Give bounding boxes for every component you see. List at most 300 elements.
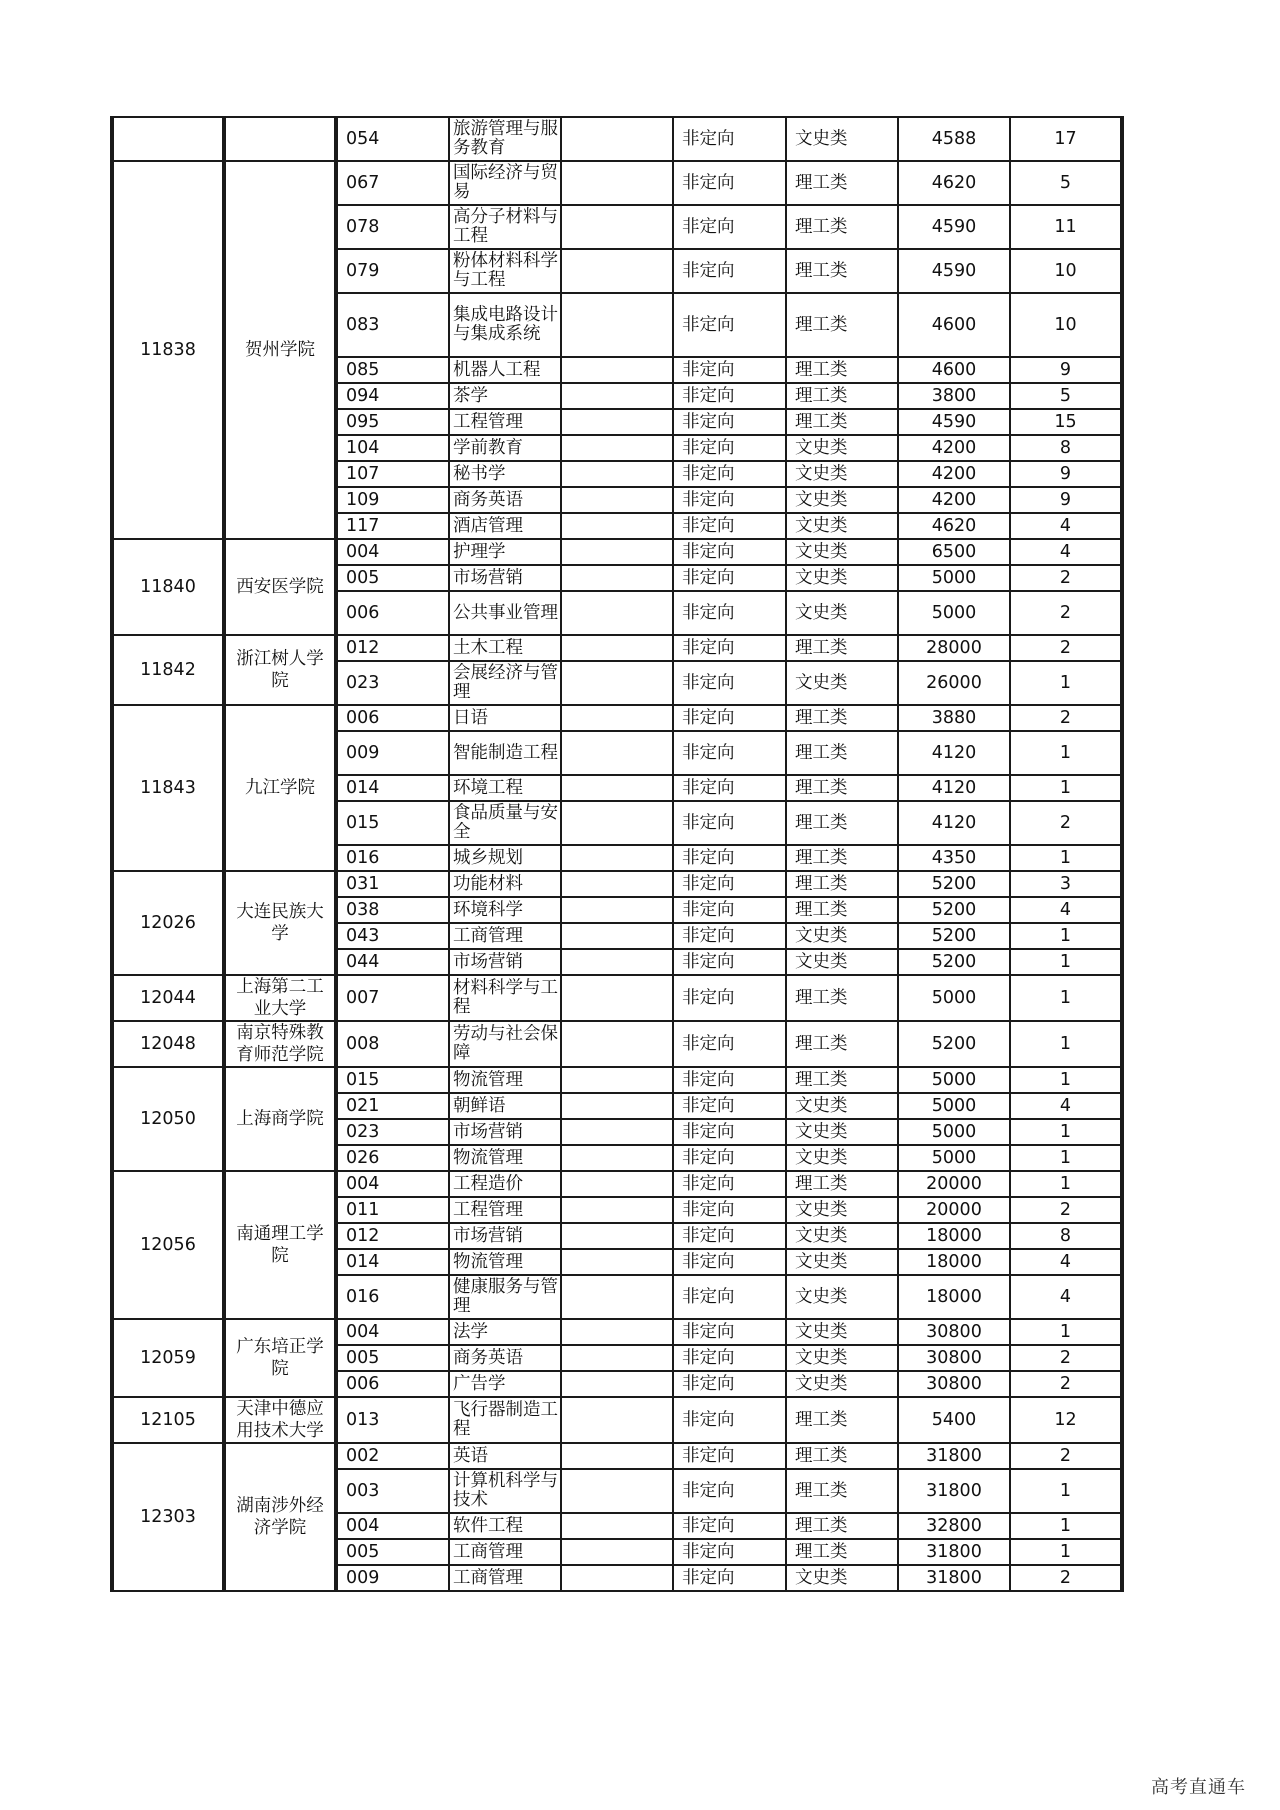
major-name-cell: 食品质量与安全 <box>449 801 561 845</box>
major-name-cell: 英语 <box>449 1443 561 1469</box>
major-code-cell: 009 <box>336 1565 449 1591</box>
direction-cell: 非定向 <box>673 513 786 539</box>
major-name-cell: 工程管理 <box>449 409 561 435</box>
table-row <box>112 1021 1122 1067</box>
school-code-cell: 11840 <box>112 539 224 635</box>
major-code-cell: 004 <box>336 1319 449 1345</box>
direction-cell: 非定向 <box>673 487 786 513</box>
direction-cell: 非定向 <box>673 357 786 383</box>
category-cell: 文史类 <box>786 1145 898 1171</box>
school-code-cell: 12026 <box>112 871 224 975</box>
major-name-cell: 国际经济与贸易 <box>449 161 561 205</box>
school-name-cell <box>224 117 336 161</box>
category-cell: 理工类 <box>786 205 898 249</box>
direction-cell: 非定向 <box>673 1119 786 1145</box>
quota-cell: 4 <box>1010 1093 1122 1119</box>
major-code-cell: 006 <box>336 705 449 731</box>
category-cell: 文史类 <box>786 661 898 705</box>
direction-cell: 非定向 <box>673 591 786 635</box>
school-code-cell: 12303 <box>112 1443 224 1591</box>
category-cell: 文史类 <box>786 1223 898 1249</box>
school-name-cell: 南京特殊教育师范学院 <box>224 1021 336 1067</box>
blank-cell <box>561 383 673 409</box>
tuition-cell: 28000 <box>898 635 1010 661</box>
blank-cell <box>561 117 673 161</box>
blank-cell <box>561 1319 673 1345</box>
major-code-cell: 107 <box>336 461 449 487</box>
blank-cell <box>561 1223 673 1249</box>
direction-cell: 非定向 <box>673 117 786 161</box>
direction-cell: 非定向 <box>673 565 786 591</box>
major-name-cell: 护理学 <box>449 539 561 565</box>
major-code-cell: 038 <box>336 897 449 923</box>
school-code-cell: 12105 <box>112 1397 224 1443</box>
tuition-cell: 4120 <box>898 731 1010 775</box>
tuition-cell: 31800 <box>898 1565 1010 1591</box>
major-name-cell: 软件工程 <box>449 1513 561 1539</box>
major-name-cell: 劳动与社会保障 <box>449 1021 561 1067</box>
major-code-cell: 003 <box>336 1469 449 1513</box>
table-row <box>112 117 1122 161</box>
major-code-cell: 012 <box>336 1223 449 1249</box>
major-name-cell: 市场营销 <box>449 1223 561 1249</box>
blank-cell <box>561 897 673 923</box>
direction-cell: 非定向 <box>673 1539 786 1565</box>
major-name-cell: 材料科学与工程 <box>449 975 561 1021</box>
school-name-cell: 大连民族大学 <box>224 871 336 975</box>
major-code-cell: 005 <box>336 1539 449 1565</box>
tuition-cell: 30800 <box>898 1319 1010 1345</box>
tuition-cell: 4590 <box>898 205 1010 249</box>
direction-cell: 非定向 <box>673 731 786 775</box>
major-name-cell: 市场营销 <box>449 949 561 975</box>
major-name-cell: 广告学 <box>449 1371 561 1397</box>
quota-cell: 11 <box>1010 205 1122 249</box>
blank-cell <box>561 513 673 539</box>
school-code-cell <box>112 117 224 161</box>
quota-cell: 2 <box>1010 565 1122 591</box>
tuition-cell: 4200 <box>898 487 1010 513</box>
category-cell: 理工类 <box>786 409 898 435</box>
quota-cell: 1 <box>1010 1513 1122 1539</box>
quota-cell: 4 <box>1010 1249 1122 1275</box>
category-cell: 文史类 <box>786 539 898 565</box>
direction-cell: 非定向 <box>673 949 786 975</box>
quota-cell: 4 <box>1010 897 1122 923</box>
blank-cell <box>561 1275 673 1319</box>
direction-cell: 非定向 <box>673 1249 786 1275</box>
tuition-cell: 5000 <box>898 1119 1010 1145</box>
direction-cell: 非定向 <box>673 1371 786 1397</box>
tuition-cell: 5000 <box>898 1093 1010 1119</box>
blank-cell <box>561 975 673 1021</box>
blank-cell <box>561 1397 673 1443</box>
quota-cell: 1 <box>1010 1539 1122 1565</box>
quota-cell: 1 <box>1010 949 1122 975</box>
category-cell: 理工类 <box>786 383 898 409</box>
table-row <box>112 975 1122 1021</box>
category-cell: 理工类 <box>786 293 898 357</box>
school-code-cell: 11838 <box>112 161 224 539</box>
major-name-cell: 粉体材料科学与工程 <box>449 249 561 293</box>
major-code-cell: 104 <box>336 435 449 461</box>
blank-cell <box>561 635 673 661</box>
blank-cell <box>561 1171 673 1197</box>
school-code-cell: 11842 <box>112 635 224 705</box>
tuition-cell: 3880 <box>898 705 1010 731</box>
category-cell: 文史类 <box>786 1249 898 1275</box>
school-code-cell: 12056 <box>112 1171 224 1319</box>
blank-cell <box>561 845 673 871</box>
quota-cell: 12 <box>1010 1397 1122 1443</box>
direction-cell: 非定向 <box>673 1397 786 1443</box>
major-code-cell: 014 <box>336 1249 449 1275</box>
category-cell: 文史类 <box>786 591 898 635</box>
direction-cell: 非定向 <box>673 923 786 949</box>
major-name-cell: 学前教育 <box>449 435 561 461</box>
tuition-cell: 30800 <box>898 1345 1010 1371</box>
direction-cell: 非定向 <box>673 249 786 293</box>
category-cell: 文史类 <box>786 1371 898 1397</box>
quota-cell: 1 <box>1010 1145 1122 1171</box>
enrollment-table <box>110 116 1124 1592</box>
major-name-cell: 工程造价 <box>449 1171 561 1197</box>
tuition-cell: 18000 <box>898 1249 1010 1275</box>
school-name-cell: 贺州学院 <box>224 161 336 539</box>
major-name-cell: 机器人工程 <box>449 357 561 383</box>
category-cell: 理工类 <box>786 1067 898 1093</box>
category-cell: 理工类 <box>786 705 898 731</box>
major-code-cell: 109 <box>336 487 449 513</box>
tuition-cell: 30800 <box>898 1371 1010 1397</box>
quota-cell: 2 <box>1010 1371 1122 1397</box>
school-name-cell: 广东培正学院 <box>224 1319 336 1397</box>
quota-cell: 2 <box>1010 635 1122 661</box>
quota-cell: 8 <box>1010 1223 1122 1249</box>
quota-cell: 4 <box>1010 1275 1122 1319</box>
table-row <box>112 871 1122 897</box>
tuition-cell: 4120 <box>898 801 1010 845</box>
major-name-cell: 集成电路设计与集成系统 <box>449 293 561 357</box>
category-cell: 理工类 <box>786 801 898 845</box>
direction-cell: 非定向 <box>673 461 786 487</box>
major-name-cell: 会展经济与管理 <box>449 661 561 705</box>
tuition-cell: 18000 <box>898 1223 1010 1249</box>
quota-cell: 9 <box>1010 357 1122 383</box>
school-name-cell: 浙江树人学院 <box>224 635 336 705</box>
tuition-cell: 5200 <box>898 923 1010 949</box>
category-cell: 理工类 <box>786 1021 898 1067</box>
category-cell: 理工类 <box>786 1171 898 1197</box>
blank-cell <box>561 1371 673 1397</box>
direction-cell: 非定向 <box>673 1145 786 1171</box>
major-code-cell: 014 <box>336 775 449 801</box>
major-code-cell: 002 <box>336 1443 449 1469</box>
blank-cell <box>561 1249 673 1275</box>
blank-cell <box>561 661 673 705</box>
major-code-cell: 009 <box>336 731 449 775</box>
category-cell: 文史类 <box>786 1275 898 1319</box>
category-cell: 文史类 <box>786 1345 898 1371</box>
tuition-cell: 5400 <box>898 1397 1010 1443</box>
tuition-cell: 5200 <box>898 949 1010 975</box>
direction-cell: 非定向 <box>673 975 786 1021</box>
school-code-cell: 11843 <box>112 705 224 871</box>
school-name-cell: 上海第二工业大学 <box>224 975 336 1021</box>
major-code-cell: 008 <box>336 1021 449 1067</box>
tuition-cell: 5000 <box>898 591 1010 635</box>
category-cell: 理工类 <box>786 1539 898 1565</box>
tuition-cell: 4590 <box>898 249 1010 293</box>
direction-cell: 非定向 <box>673 1223 786 1249</box>
major-code-cell: 006 <box>336 591 449 635</box>
direction-cell: 非定向 <box>673 1067 786 1093</box>
major-code-cell: 085 <box>336 357 449 383</box>
direction-cell: 非定向 <box>673 705 786 731</box>
major-name-cell: 秘书学 <box>449 461 561 487</box>
school-name-cell: 南通理工学院 <box>224 1171 336 1319</box>
direction-cell: 非定向 <box>673 1171 786 1197</box>
major-name-cell: 环境工程 <box>449 775 561 801</box>
blank-cell <box>561 923 673 949</box>
blank-cell <box>561 539 673 565</box>
major-name-cell: 高分子材料与工程 <box>449 205 561 249</box>
category-cell: 文史类 <box>786 923 898 949</box>
tuition-cell: 5200 <box>898 1021 1010 1067</box>
quota-cell: 9 <box>1010 487 1122 513</box>
category-cell: 理工类 <box>786 845 898 871</box>
major-code-cell: 015 <box>336 801 449 845</box>
major-code-cell: 011 <box>336 1197 449 1223</box>
table-row <box>112 1067 1122 1093</box>
blank-cell <box>561 775 673 801</box>
major-code-cell: 006 <box>336 1371 449 1397</box>
major-code-cell: 031 <box>336 871 449 897</box>
blank-cell <box>561 1021 673 1067</box>
quota-cell: 1 <box>1010 845 1122 871</box>
major-code-cell: 094 <box>336 383 449 409</box>
direction-cell: 非定向 <box>673 539 786 565</box>
major-name-cell: 功能材料 <box>449 871 561 897</box>
major-name-cell: 茶学 <box>449 383 561 409</box>
tuition-cell: 4200 <box>898 435 1010 461</box>
major-name-cell: 工程管理 <box>449 1197 561 1223</box>
major-name-cell: 日语 <box>449 705 561 731</box>
direction-cell: 非定向 <box>673 1443 786 1469</box>
major-code-cell: 054 <box>336 117 449 161</box>
direction-cell: 非定向 <box>673 409 786 435</box>
major-name-cell: 商务英语 <box>449 487 561 513</box>
major-name-cell: 工商管理 <box>449 1565 561 1591</box>
quota-cell: 2 <box>1010 801 1122 845</box>
major-code-cell: 079 <box>336 249 449 293</box>
quota-cell: 2 <box>1010 705 1122 731</box>
direction-cell: 非定向 <box>673 897 786 923</box>
tuition-cell: 4588 <box>898 117 1010 161</box>
quota-cell: 17 <box>1010 117 1122 161</box>
blank-cell <box>561 249 673 293</box>
quota-cell: 2 <box>1010 1197 1122 1223</box>
quota-cell: 1 <box>1010 775 1122 801</box>
tuition-cell: 3800 <box>898 383 1010 409</box>
table-row <box>112 1397 1122 1443</box>
tuition-cell: 5200 <box>898 897 1010 923</box>
major-code-cell: 023 <box>336 1119 449 1145</box>
blank-cell <box>561 871 673 897</box>
blank-cell <box>561 1443 673 1469</box>
blank-cell <box>561 591 673 635</box>
quota-cell: 3 <box>1010 871 1122 897</box>
direction-cell: 非定向 <box>673 1275 786 1319</box>
category-cell: 文史类 <box>786 1565 898 1591</box>
school-name-cell: 九江学院 <box>224 705 336 871</box>
tuition-cell: 20000 <box>898 1197 1010 1223</box>
tuition-cell: 31800 <box>898 1539 1010 1565</box>
tuition-cell: 5000 <box>898 975 1010 1021</box>
category-cell: 理工类 <box>786 775 898 801</box>
major-name-cell: 工商管理 <box>449 1539 561 1565</box>
school-name-cell: 湖南涉外经济学院 <box>224 1443 336 1591</box>
category-cell: 文史类 <box>786 565 898 591</box>
quota-cell: 4 <box>1010 539 1122 565</box>
major-name-cell: 土木工程 <box>449 635 561 661</box>
major-code-cell: 083 <box>336 293 449 357</box>
major-name-cell: 法学 <box>449 1319 561 1345</box>
quota-cell: 9 <box>1010 461 1122 487</box>
direction-cell: 非定向 <box>673 1513 786 1539</box>
tuition-cell: 5200 <box>898 871 1010 897</box>
major-code-cell: 012 <box>336 635 449 661</box>
school-code-cell: 12050 <box>112 1067 224 1171</box>
quota-cell: 1 <box>1010 1021 1122 1067</box>
quota-cell: 2 <box>1010 1565 1122 1591</box>
major-name-cell: 工商管理 <box>449 923 561 949</box>
tuition-cell: 4620 <box>898 161 1010 205</box>
blank-cell <box>561 1565 673 1591</box>
quota-cell: 5 <box>1010 161 1122 205</box>
major-code-cell: 021 <box>336 1093 449 1119</box>
table-row <box>112 161 1122 205</box>
major-name-cell: 市场营销 <box>449 565 561 591</box>
blank-cell <box>561 949 673 975</box>
tuition-cell: 5000 <box>898 1067 1010 1093</box>
major-code-cell: 067 <box>336 161 449 205</box>
blank-cell <box>561 1513 673 1539</box>
category-cell: 文史类 <box>786 1197 898 1223</box>
direction-cell: 非定向 <box>673 871 786 897</box>
school-name-cell: 上海商学院 <box>224 1067 336 1171</box>
major-name-cell: 市场营销 <box>449 1119 561 1145</box>
major-name-cell: 健康服务与管理 <box>449 1275 561 1319</box>
direction-cell: 非定向 <box>673 1021 786 1067</box>
major-name-cell: 商务英语 <box>449 1345 561 1371</box>
category-cell: 理工类 <box>786 357 898 383</box>
major-name-cell: 旅游管理与服务教育 <box>449 117 561 161</box>
quota-cell: 8 <box>1010 435 1122 461</box>
category-cell: 文史类 <box>786 513 898 539</box>
tuition-cell: 4600 <box>898 293 1010 357</box>
major-code-cell: 117 <box>336 513 449 539</box>
quota-cell: 1 <box>1010 1469 1122 1513</box>
major-code-cell: 004 <box>336 539 449 565</box>
blank-cell <box>561 1145 673 1171</box>
blank-cell <box>561 731 673 775</box>
major-name-cell: 物流管理 <box>449 1249 561 1275</box>
major-code-cell: 023 <box>336 661 449 705</box>
blank-cell <box>561 205 673 249</box>
category-cell: 文史类 <box>786 949 898 975</box>
blank-cell <box>561 293 673 357</box>
major-code-cell: 016 <box>336 845 449 871</box>
category-cell: 理工类 <box>786 731 898 775</box>
school-code-cell: 12044 <box>112 975 224 1021</box>
direction-cell: 非定向 <box>673 1565 786 1591</box>
category-cell: 文史类 <box>786 435 898 461</box>
category-cell: 理工类 <box>786 1443 898 1469</box>
major-code-cell: 004 <box>336 1513 449 1539</box>
major-code-cell: 043 <box>336 923 449 949</box>
category-cell: 理工类 <box>786 1469 898 1513</box>
blank-cell <box>561 1197 673 1223</box>
major-code-cell: 004 <box>336 1171 449 1197</box>
tuition-cell: 5000 <box>898 565 1010 591</box>
tuition-cell: 31800 <box>898 1469 1010 1513</box>
direction-cell: 非定向 <box>673 845 786 871</box>
major-code-cell: 007 <box>336 975 449 1021</box>
quota-cell: 2 <box>1010 591 1122 635</box>
major-code-cell: 005 <box>336 565 449 591</box>
blank-cell <box>561 487 673 513</box>
blank-cell <box>561 1067 673 1093</box>
tuition-cell: 4200 <box>898 461 1010 487</box>
category-cell: 文史类 <box>786 1093 898 1119</box>
category-cell: 理工类 <box>786 897 898 923</box>
major-code-cell: 078 <box>336 205 449 249</box>
direction-cell: 非定向 <box>673 1197 786 1223</box>
blank-cell <box>561 435 673 461</box>
table-row <box>112 1171 1122 1197</box>
major-name-cell: 环境科学 <box>449 897 561 923</box>
direction-cell: 非定向 <box>673 1319 786 1345</box>
tuition-cell: 18000 <box>898 1275 1010 1319</box>
direction-cell: 非定向 <box>673 801 786 845</box>
quota-cell: 1 <box>1010 661 1122 705</box>
blank-cell <box>561 357 673 383</box>
category-cell: 理工类 <box>786 249 898 293</box>
direction-cell: 非定向 <box>673 775 786 801</box>
category-cell: 理工类 <box>786 635 898 661</box>
major-code-cell: 005 <box>336 1345 449 1371</box>
category-cell: 理工类 <box>786 871 898 897</box>
major-name-cell: 物流管理 <box>449 1145 561 1171</box>
blank-cell <box>561 801 673 845</box>
quota-cell: 1 <box>1010 1171 1122 1197</box>
blank-cell <box>561 161 673 205</box>
blank-cell <box>561 1469 673 1513</box>
school-name-cell: 西安医学院 <box>224 539 336 635</box>
table-row <box>112 635 1122 661</box>
quota-cell: 5 <box>1010 383 1122 409</box>
category-cell: 理工类 <box>786 1397 898 1443</box>
tuition-cell: 4350 <box>898 845 1010 871</box>
major-name-cell: 飞行器制造工程 <box>449 1397 561 1443</box>
blank-cell <box>561 409 673 435</box>
direction-cell: 非定向 <box>673 383 786 409</box>
major-name-cell: 智能制造工程 <box>449 731 561 775</box>
tuition-cell: 4120 <box>898 775 1010 801</box>
major-name-cell: 物流管理 <box>449 1067 561 1093</box>
tuition-cell: 20000 <box>898 1171 1010 1197</box>
